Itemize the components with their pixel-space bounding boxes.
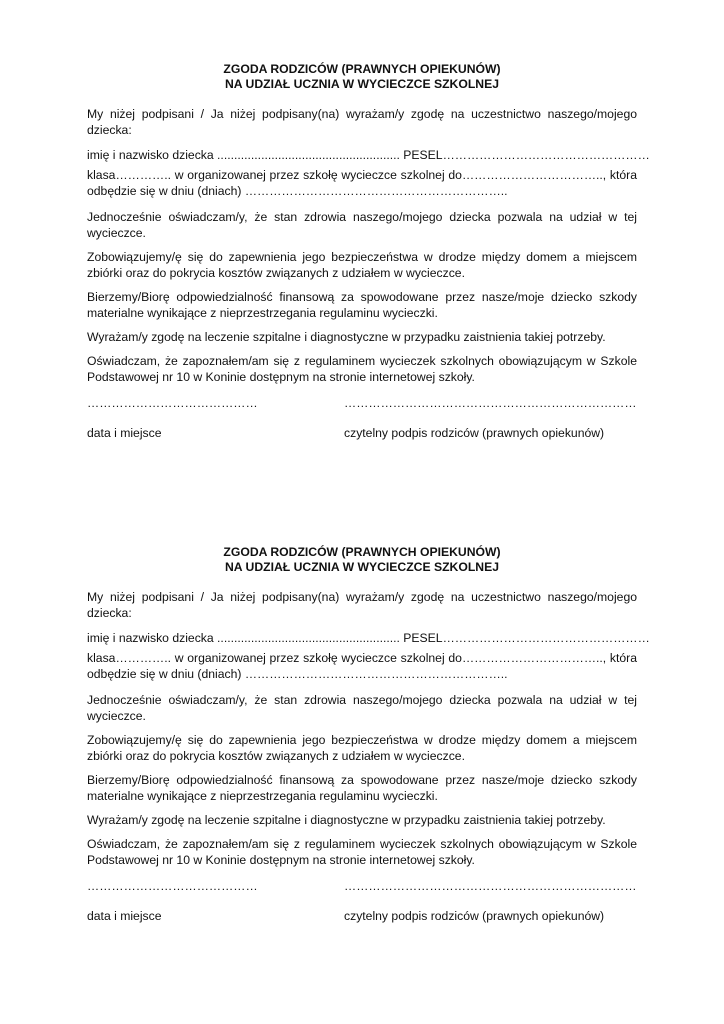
date-place-dots: …………………………………… xyxy=(87,396,258,410)
consent-intro: My niżej podpisani / Ja niżej podpisany(na) wyrażam/y zgodę na uczestnictwo naszego/mojego dziecka: xyxy=(87,590,637,620)
fill-in-fields xyxy=(87,630,650,682)
signature-block xyxy=(87,395,637,441)
liability-statement: Bierzemy/Biorę odpowiedzialność finansową za spowodowane przez nasze/moje dziecko szkody materialne wynikające z nieprzestrzegania regulaminu wycieczki. xyxy=(87,773,637,803)
safety-statement: Zobowiązujemy/ę się do zapewnienia jego bezpieczeństwa w drodze między domem a miejscem zbiórki oraz do pokrycia kosztów związanych z udziałem w wycieczce. xyxy=(87,733,637,763)
date-place-field xyxy=(87,878,258,924)
parent-signature-dots: ……………………………………………………………… xyxy=(344,396,637,410)
liability-statement: Bierzemy/Biorę odpowiedzialność finansową za spowodowane przez nasze/moje dziecko szkody materialne wynikające z nieprzestrzegania regulaminu wycieczki. xyxy=(87,290,637,320)
form-title-line1: ZGODA RODZICÓW (PRAWNYCH OPIEKUNÓW) xyxy=(223,545,501,559)
fill-in-fields xyxy=(87,147,650,199)
date-place-label: data i miejsce xyxy=(87,426,162,440)
consent-form-1 xyxy=(87,62,650,441)
treatment-consent: Wyrażam/y zgodę na leczenie szpitalne i diagnostyczne w przypadku zaistnienia takiej potrzeby. xyxy=(87,330,606,344)
parent-signature-field xyxy=(344,878,637,924)
health-statement: Jednocześnie oświadczam/y, że stan zdrowia naszego/mojego dziecka pozwala na udział w tej wycieczce. xyxy=(87,210,637,240)
form-title-line2: NA UDZIAŁ UCZNIA W WYCIECZCE SZKOLNEJ xyxy=(225,77,499,91)
class-trip-date-line: klasa………….. w organizowanej przez szkołę wycieczce szkolnej do…………………………….., która odbędzie się w dniu (dniach) ……………………………………………………….. xyxy=(87,651,637,681)
parent-signature-dots: ……………………………………………………………… xyxy=(344,879,637,893)
consent-intro: My niżej podpisani / Ja niżej podpisany(na) wyrażam/y zgodę na uczestnictwo naszego/mojego dziecka: xyxy=(87,107,637,137)
safety-statement: Zobowiązujemy/ę się do zapewnienia jego bezpieczeństwa w drodze między domem a miejscem zbiórki oraz do pokrycia kosztów związanych z udziałem w wycieczce. xyxy=(87,250,637,280)
signature-block xyxy=(87,878,637,924)
date-place-dots: …………………………………… xyxy=(87,879,258,893)
regulations-statement: Oświadczam, że zapoznałem/am się z regulaminem wycieczek szkolnych obowiązującym w Szkole Podstawowej nr 10 w Koninie dostępnym na stronie internetowej szkoły. xyxy=(87,354,637,384)
parent-signature-field xyxy=(344,395,637,441)
child-name-pesel-line: imię i nazwisko dziecka ...................................................... PESEL…………………………………………… xyxy=(87,631,650,645)
form-title xyxy=(87,62,637,92)
child-name-pesel-line: imię i nazwisko dziecka ...................................................... PESEL…………………………………………… xyxy=(87,148,650,162)
class-trip-date-line: klasa………….. w organizowanej przez szkołę wycieczce szkolnej do…………………………….., która odbędzie się w dniu (dniach) ……………………………………………………….. xyxy=(87,168,637,198)
form-title-line2: NA UDZIAŁ UCZNIA W WYCIECZCE SZKOLNEJ xyxy=(225,560,499,574)
form-title xyxy=(87,545,637,575)
parent-signature-label: czytelny podpis rodziców (prawnych opiekunów) xyxy=(344,909,605,923)
regulations-statement: Oświadczam, że zapoznałem/am się z regulaminem wycieczek szkolnych obowiązującym w Szkole Podstawowej nr 10 w Koninie dostępnym na stronie internetowej szkoły. xyxy=(87,837,637,867)
form-title-line1: ZGODA RODZICÓW (PRAWNYCH OPIEKUNÓW) xyxy=(223,62,501,76)
treatment-consent: Wyrażam/y zgodę na leczenie szpitalne i diagnostyczne w przypadku zaistnienia takiej potrzeby. xyxy=(87,813,606,827)
consent-form-2 xyxy=(87,545,650,924)
parent-signature-label: czytelny podpis rodziców (prawnych opiekunów) xyxy=(344,426,605,440)
health-statement: Jednocześnie oświadczam/y, że stan zdrowia naszego/mojego dziecka pozwala na udział w tej wycieczce. xyxy=(87,693,637,723)
date-place-label: data i miejsce xyxy=(87,909,162,923)
date-place-field xyxy=(87,395,258,441)
